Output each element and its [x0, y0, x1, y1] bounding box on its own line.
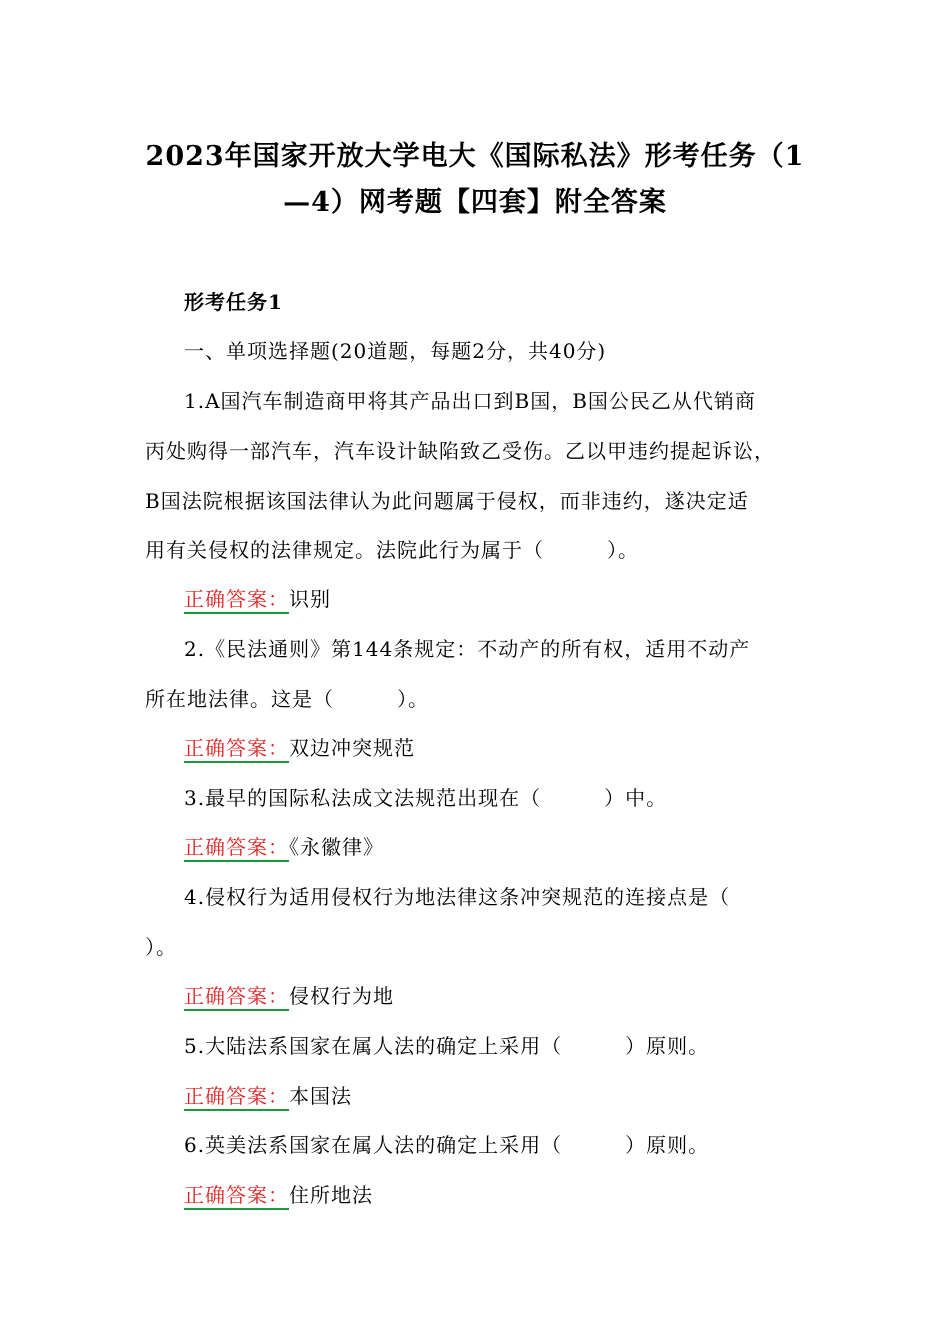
question-6-line-1: 6.英美法系国家在属人法的确定上采用（ ）原则。: [184, 1133, 710, 1157]
question-1-line-3: B国法院根据该国法律认为此问题属于侵权，而非违约，遂决定适: [145, 489, 749, 513]
answer-5: [184, 1083, 352, 1109]
document-title-line-1: 2023年国家开放大学电大《国际私法》形考任务（1: [145, 141, 805, 172]
question-4-line-1: 4.侵权行为适用侵权行为地法律这条冲突规范的连接点是（: [184, 885, 731, 909]
answer-2: [184, 735, 415, 761]
answer-1: [184, 586, 331, 612]
answer-4: [184, 983, 394, 1009]
part-heading: 一、单项选择题(20道题，每题2分，共40分): [184, 339, 607, 363]
answer-4-text: 侵权行为地: [289, 984, 394, 1008]
answer-5-text: 本国法: [289, 1084, 352, 1108]
answer-label: 正确答案：: [184, 835, 289, 862]
question-5-line-1: 5.大陆法系国家在属人法的确定上采用（ ）原则。: [184, 1034, 710, 1058]
question-4-line-2: ）。: [145, 935, 177, 959]
answer-label: 正确答案：: [184, 1183, 289, 1210]
question-1-line-2: 丙处购得一部汽车，汽车设计缺陷致乙受伤。乙以甲违约提起诉讼，: [145, 439, 775, 463]
answer-3-text: 《永徽律》: [289, 835, 384, 859]
answer-6-text: 住所地法: [289, 1183, 373, 1207]
answer-3: [184, 834, 384, 860]
section-title: 形考任务1: [184, 290, 283, 314]
document-title-line-2: —4）网考题【四套】附全答案: [283, 187, 667, 218]
question-2-line-1: 2.《民法通则》第144条规定：不动产的所有权，适用不动产: [184, 637, 751, 661]
answer-6: [184, 1182, 373, 1208]
answer-1-text: 识别: [289, 587, 331, 611]
question-1-line-4: 用有关侵权的法律规定。法院此行为属于（ ）。: [145, 538, 639, 562]
answer-label: 正确答案：: [184, 984, 289, 1011]
answer-label: 正确答案：: [184, 587, 289, 614]
answer-2-text: 双边冲突规范: [289, 736, 415, 760]
question-2-line-2: 所在地法律。这是（ ）。: [145, 687, 429, 711]
answer-label: 正确答案：: [184, 736, 289, 763]
question-3-line-1: 3.最早的国际私法成文法规范出现在（ ）中。: [184, 786, 668, 810]
question-1-line-1: 1.A国汽车制造商甲将其产品出口到B国，B国公民乙从代销商: [184, 389, 756, 413]
answer-label: 正确答案：: [184, 1084, 289, 1111]
